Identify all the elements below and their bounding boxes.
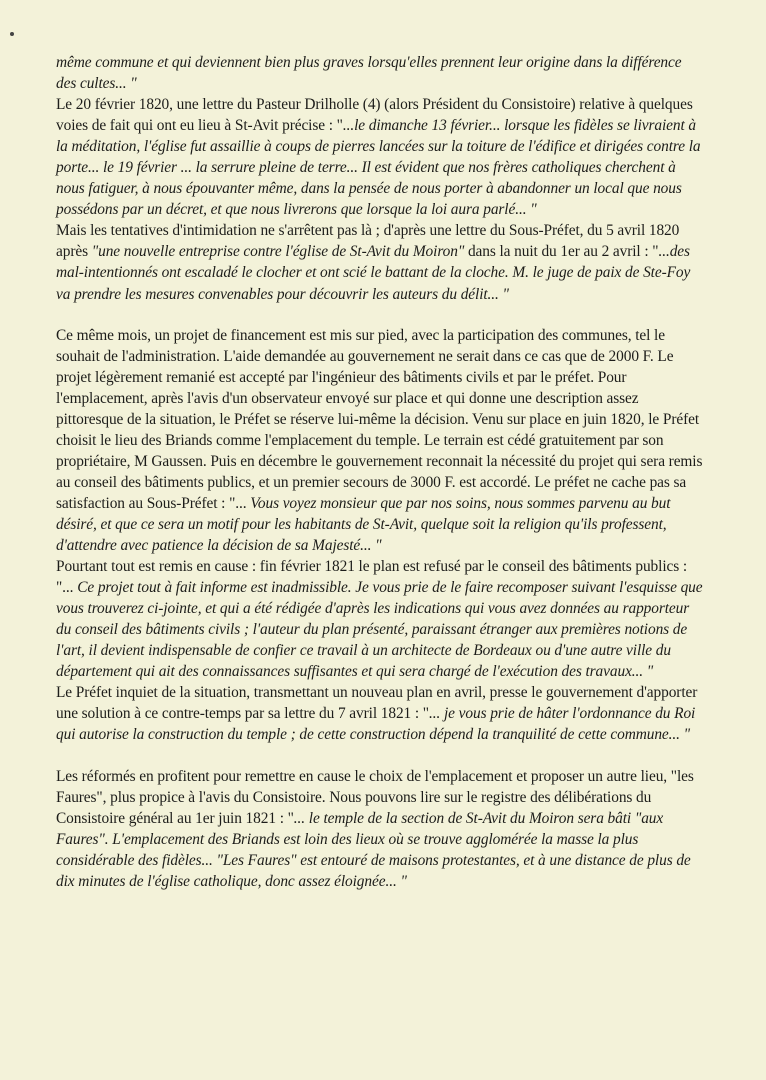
paragraph-2 — [56, 94, 704, 220]
paragraph-1 — [56, 52, 704, 94]
paragraph-7 — [56, 766, 704, 892]
italic-quote: Vous voyez monsieur que par nos soins, nous sommes parvenu au but désiré, et que ce sera un motif pour les habitants de St-Avit, quelque soit la religion qu'ils professent, d'attendre avec patience la décision de sa Majesté... " — [56, 494, 671, 555]
text-span: Le 20 février 1820, une lettre du Pasteur Drilholle (4) (alors Président du Consistoire) relative à quelques voies de fait qui ont eu lieu à St-Avit précise : " — [56, 96, 693, 135]
text-span: Ce même mois, un projet de financement est mis sur pied, avec la participation des communes, tel le souhait de l'administration. L'aide demandée au gouvernement ne serait dans ce cas que de 2000 F. Le projet légèrement remanié est accepté par l'ingénieur des bâtiments civils et par le préfet. Pour l'emplacement, après l'avis d'un observateur envoyé sur place et qui donne une description assez pittoresque de la situation, le Préfet se réserve lui-même la décision. Venu sur place en juin 1820, le Préfet choisit le lieu des Briands comme l'emplacement du temple. Le terrain est cédé gratuitement par son propriétaire, M Gaussen. Puis en décembre le gouvernement reconnait la nécessité du projet qui sera remis au conseil des bâtiments publics, et un premier secours de 3000 F. est accordé. Le préfet ne cache pas sa satisfaction au Sous-Préfet : "... — [56, 326, 703, 512]
text-span: Mais les tentatives d'intimidation ne s'arrêtent pas là ; d'après une lettre du Sous-Préfet, du 5 avril 1820 après — [56, 222, 680, 261]
paragraph-3 — [56, 220, 704, 304]
paragraph-gap — [56, 746, 704, 766]
scan-speck — [10, 32, 14, 36]
italic-quote: ... je vous prie de hâter l'ordonnance du Roi qui autorise la construction du temple ; de cette construction dépend la tranquilité de cette commune... " — [56, 705, 696, 744]
text-span: Le Préfet inquiet de la situation, transmettant un nouveau plan en avril, presse le gouvernement d'apporter une solution à ce contre-temps par sa lettre du 7 avril 1821 : " — [56, 684, 698, 723]
italic-quote: ...le dimanche 13 février... lorsque les fidèles se livraient à la méditation, l'église fut assaillie à coups de pierres lancées sur la toiture de l'édifice et dirigées contre la porte... le 19 février ... la serrure pleine de terre... Il est évident que nos frères catholiques cherchent à nous fatiguer, à nous épouvanter même, dans la pensée de nous porter à abandonner un local que nous possédons par un décret, et que nous livrerons que lorsque la loi aura parlé... " — [56, 117, 701, 219]
paragraph-4 — [56, 325, 704, 557]
italic-quote: ...des mal-intentionnés ont escaladé le clocher et ont scié le battant de la cloche. M. le juge de paix de Ste-Foy va prendre les mesures convenables pour découvrir les auteurs du délit... " — [56, 243, 691, 303]
italic-quote: même commune et qui deviennent bien plus graves lorsqu'elles prennent leur origine dans la différence des cultes... " — [56, 54, 682, 93]
italic-quote: "une nouvelle entreprise contre l'église de St-Avit du Moiron" — [91, 243, 465, 261]
paragraph-5 — [56, 556, 704, 682]
italic-quote: ... le temple de la section de St-Avit du Moiron sera bâti "aux Faures". L'emplacement des Briands est loin des lieux où se trouve agglomérée la masse la plus considérable des fidèles... "Les Faures" est entouré de maisons protestantes, et à une distance de plus de dix minutes de l'église catholique, donc assez éloignée... " — [56, 809, 691, 890]
text-span: Les réformés en profitent pour remettre en cause le choix de l'emplacement et proposer un autre lieu, "les Faures", plus propice à l'avis du Consistoire. Nous pouvons lire sur le registre des délibérations du Consistoire général au 1er juin 1821 : " — [56, 767, 694, 827]
text-span: dans la nuit du 1er au 2 avril : " — [464, 243, 659, 261]
text-span: Pourtant tout est remis en cause : fin février 1821 le plan est refusé par le conseil des bâtiments publics : "... — [56, 558, 688, 597]
paragraph-6 — [56, 682, 704, 745]
document-body — [56, 52, 704, 892]
paragraph-gap — [56, 305, 704, 325]
italic-quote: Ce projet tout à fait informe est inadmissible. Je vous prie de le faire recomposer suivant l'esquisse que vous trouverez ci-jointe, et qui a été rédigée d'après les indications qui vous avez données au rapporteur du conseil des bâtiments civils ; l'auteur du plan présenté, paraissant étranger aux premières notions de l'art, il devient indispensable de confier ce travail à un architecte de Bordeaux ou d'une autre ville du département qui ait des connaissances suffisantes et qui sera chargé de l'exécution des travaux... " — [56, 579, 703, 681]
